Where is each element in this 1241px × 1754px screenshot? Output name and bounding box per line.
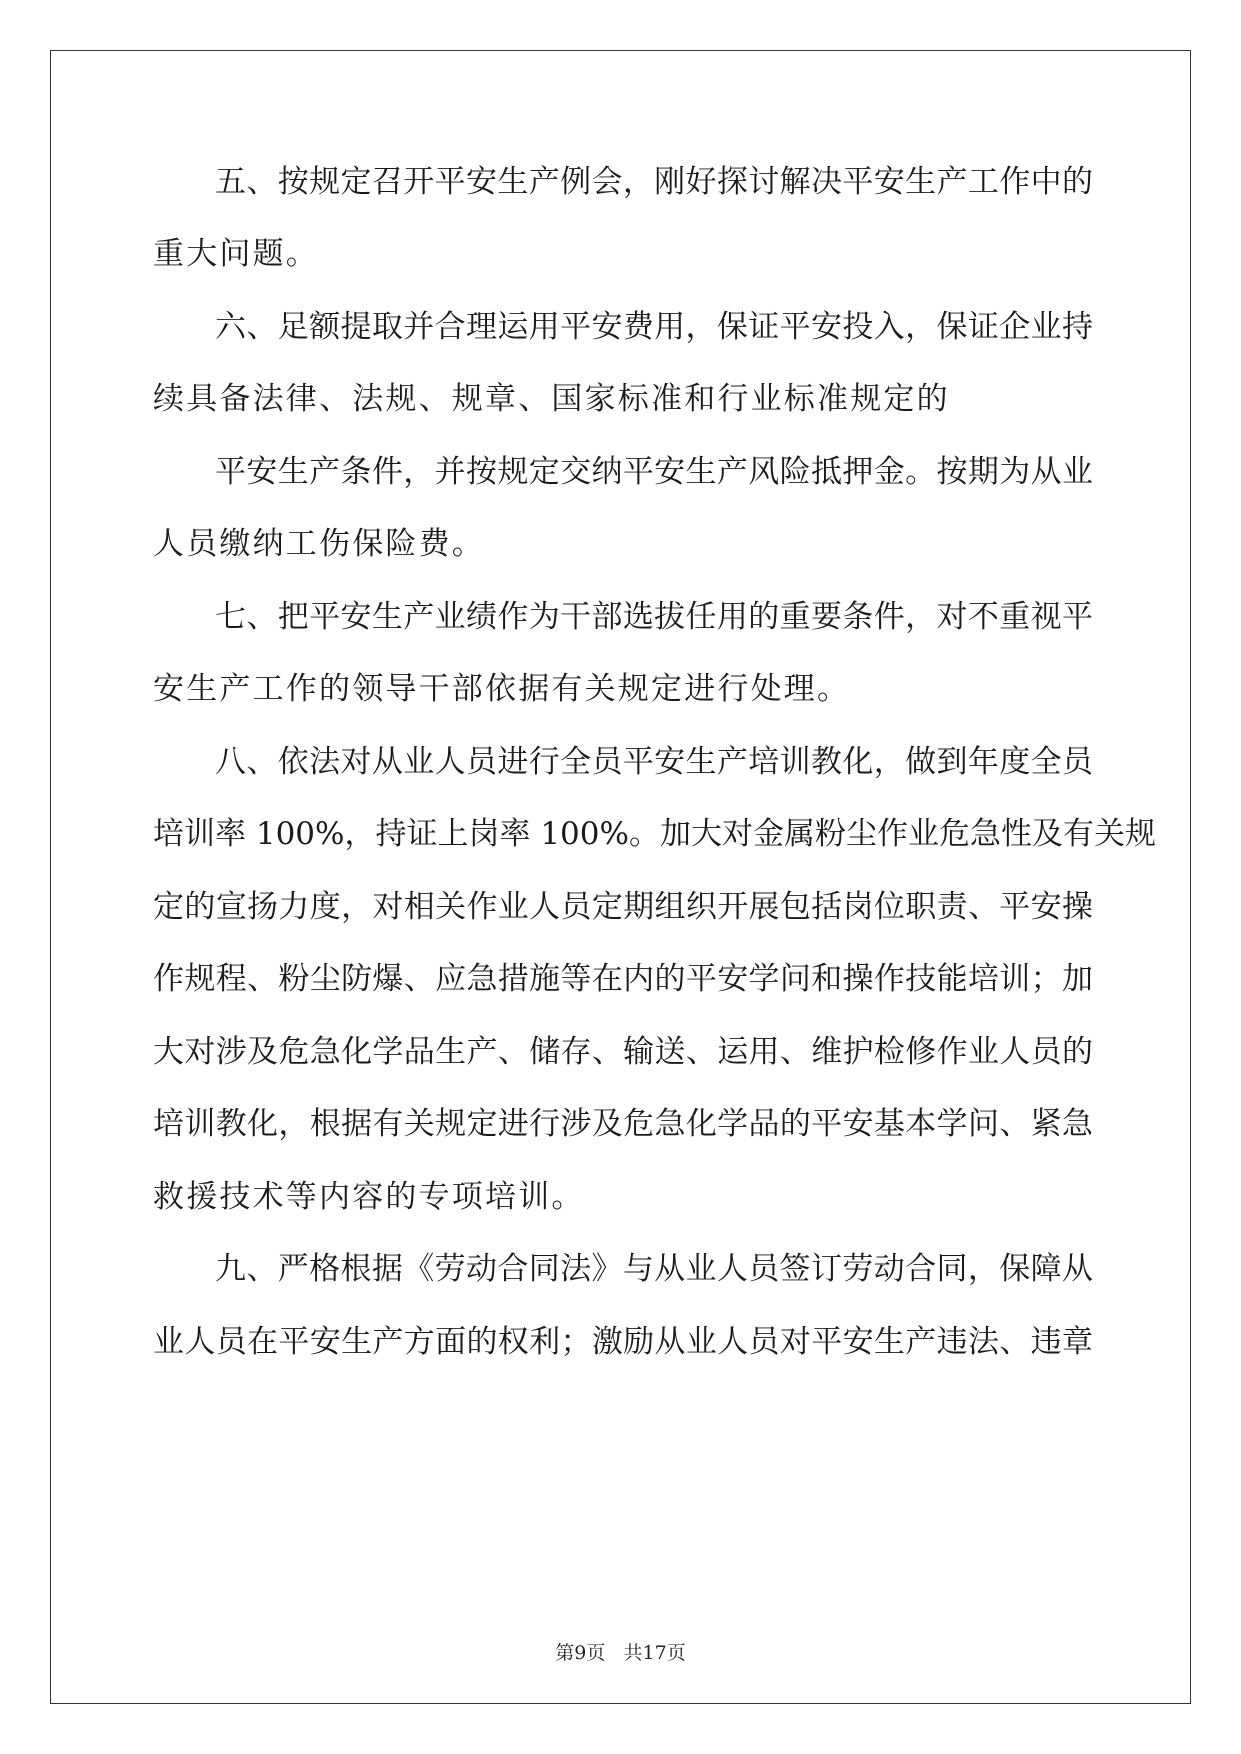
paragraph-line: 作规程、粉尘防爆、应急措施等在内的平安学问和操作技能培训；加	[153, 961, 1093, 997]
paragraph-line: 六、足额提取并合理运用平安费用，保证平安投入，保证企业持	[215, 309, 1093, 345]
paragraph-line: 救援技术等内容的专项培训。	[153, 1179, 585, 1215]
page-label-suffix: 页	[586, 1642, 606, 1664]
footer-spacer	[605, 1642, 623, 1664]
paragraph-line: 续具备法律、法规、规章、国家标准和行业标准规定的	[153, 381, 950, 417]
paragraph-line: 培训率 100%，持证上岗率 100%。加大对金属粉尘作业危急性及有关规	[153, 816, 1156, 852]
paragraph-line: 大对涉及危急化学品生产、储存、输送、运用、维护检修作业人员的	[153, 1034, 1093, 1070]
paragraph-line: 重大问题。	[153, 236, 319, 272]
paragraph-line: 五、按规定召开平安生产例会，刚好探讨解决平安生产工作中的	[215, 164, 1093, 200]
paragraph-line: 培训教化，根据有关规定进行涉及危急化学品的平安基本学问、紧急	[153, 1106, 1093, 1142]
paragraph-line: 八、依法对从业人员进行全员平安生产培训教化，做到年度全员	[215, 744, 1093, 780]
page-footer	[0, 1638, 1241, 1665]
paragraph-line: 定的宣扬力度，对相关作业人员定期组织开展包括岗位职责、平安操	[153, 889, 1093, 925]
page-label-prefix: 第	[555, 1642, 575, 1664]
page-border	[50, 50, 1191, 1704]
paragraph-line: 九、严格根据《劳动合同法》与从业人员签订劳动合同，保障从	[215, 1251, 1093, 1287]
current-page-number: 9	[574, 1642, 587, 1664]
total-pages-number: 17	[642, 1642, 667, 1664]
paragraph-line: 平安生产条件，并按规定交纳平安生产风险抵押金。按期为从业	[215, 454, 1093, 490]
total-label-suffix: 页	[666, 1642, 686, 1664]
paragraph-line: 七、把平安生产业绩作为干部选拔任用的重要条件，对不重视平	[215, 599, 1093, 635]
total-label-prefix: 共	[623, 1642, 643, 1664]
paragraph-line: 安生产工作的领导干部依据有关规定进行处理。	[153, 671, 851, 707]
paragraph-line: 人员缴纳工伤保险费。	[153, 526, 485, 562]
paragraph-line: 业人员在平安生产方面的权利；激励从业人员对平安生产违法、违章	[153, 1324, 1093, 1360]
